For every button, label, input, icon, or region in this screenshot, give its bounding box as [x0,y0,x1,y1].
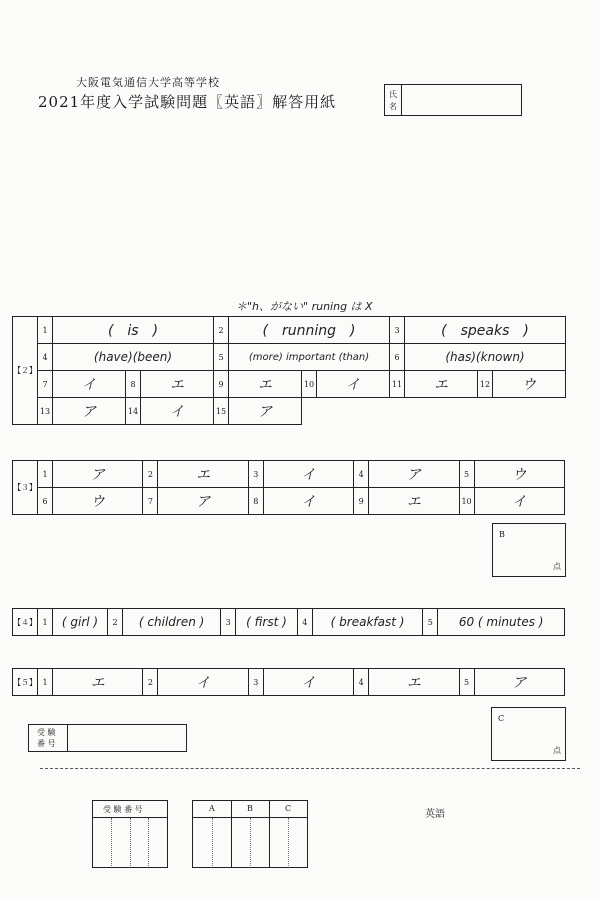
answer-cell[interactable]: ウ [53,488,143,515]
score-c-unit: 点 [553,746,561,755]
answer-cell[interactable]: エ [369,488,459,515]
section-3-table [12,460,565,515]
answer-cell[interactable]: ア [158,488,248,515]
q-number: 5 [459,461,474,488]
cut-line [40,768,580,769]
answer-cell[interactable]: エ [229,371,302,398]
score-box-c[interactable] [491,707,566,761]
answer-cell[interactable]: イ [141,398,214,425]
q-number: 1 [38,317,53,344]
exam-number-label-1: 受 験 [37,728,56,737]
answer-cell[interactable]: エ [141,371,214,398]
answer-cell[interactable]: イ [158,669,248,696]
exam-number-label-2: 番 号 [37,739,56,748]
name-label-1: 氏 [389,90,397,99]
q-number: 11 [390,371,405,398]
score-c-label: C [498,714,505,723]
footer-col-a: A [209,804,215,813]
page-title: 2021年度入学試験問題〖英語〗解答用紙 [38,93,337,111]
exam-number-field[interactable] [28,724,187,752]
q-number: 3 [221,609,236,636]
q-number: 9 [354,488,369,515]
answer-cell[interactable]: イ [474,488,564,515]
q-number: 2 [108,609,123,636]
section-4-label: 【４】 [13,609,38,636]
answer-cell[interactable]: イ [317,371,390,398]
q-number: 2 [214,317,229,344]
q-number: 5 [459,669,474,696]
q-number: 10 [459,488,474,515]
answer-cell[interactable]: ( girl ) [53,609,108,636]
answer-cell[interactable]: (have)(been) [53,344,214,371]
answer-cell[interactable]: ( speaks ) [405,317,566,344]
q-number: 6 [38,488,53,515]
score-b-unit: 点 [553,562,561,571]
answer-cell[interactable]: ( first ) [236,609,298,636]
answer-cell[interactable]: ア [53,461,143,488]
answer-cell[interactable]: ア [53,398,126,425]
name-field[interactable] [384,84,522,116]
section-5-table [12,668,565,696]
q-number: 1 [38,669,53,696]
q-number: 3 [248,669,263,696]
answer-cell[interactable]: ア [369,461,459,488]
q-number: 12 [478,371,493,398]
answer-cell[interactable]: (has)(known) [405,344,566,371]
answer-cell[interactable]: イ [263,669,353,696]
q-number: 7 [143,488,158,515]
answer-cell[interactable]: ( children ) [123,609,221,636]
empty-area [302,398,566,425]
q-number: 8 [248,488,263,515]
answer-cell[interactable]: ウ [474,461,564,488]
answer-cell[interactable]: (more) important (than) [229,344,390,371]
section-2-label: 【２】 [13,317,38,425]
q-number: 4 [38,344,53,371]
footer-col-c: C [285,804,292,813]
grader-note: ＊"h、がない" runing は X [236,300,373,313]
score-b-label: B [499,530,505,539]
answer-cell[interactable]: エ [158,461,248,488]
q-number: 3 [248,461,263,488]
q-number: 4 [354,461,369,488]
footer-exam-number [92,800,168,868]
q-number: 15 [214,398,229,425]
school-name: 大阪電気通信大学高等学校 [76,76,220,89]
answer-cell[interactable]: ア [474,669,564,696]
q-number: 10 [302,371,317,398]
q-number: 13 [38,398,53,425]
answer-cell[interactable]: エ [53,669,143,696]
answer-cell[interactable]: ( is ) [53,317,214,344]
q-number: 1 [38,461,53,488]
section-2-table [12,316,566,425]
footer-col-b: B [247,804,253,813]
answer-cell[interactable]: イ [53,371,126,398]
answer-cell[interactable]: エ [405,371,478,398]
score-box-b[interactable] [492,523,566,577]
q-number: 8 [126,371,141,398]
footer-exam-number-label: 受 験 番 号 [103,805,143,814]
q-number: 5 [423,609,438,636]
q-number: 6 [390,344,405,371]
footer-score-table [192,800,308,868]
q-number: 1 [38,609,53,636]
answer-cell[interactable]: イ [263,488,353,515]
answer-cell[interactable]: ( breakfast ) [312,609,423,636]
section-5-label: 【５】 [13,669,38,696]
q-number: 14 [126,398,141,425]
q-number: 7 [38,371,53,398]
q-number: 3 [390,317,405,344]
section-4-table [12,608,565,636]
q-number: 2 [143,461,158,488]
answer-cell[interactable]: 60 ( minutes ) [438,609,565,636]
answer-cell[interactable]: ( running ) [229,317,390,344]
q-number: 2 [143,669,158,696]
q-number: 9 [214,371,229,398]
answer-cell[interactable]: ウ [493,371,566,398]
footer-subject: 英語 [425,809,445,820]
answer-cell[interactable]: エ [369,669,459,696]
section-3-label: 【３】 [13,461,38,515]
q-number: 5 [214,344,229,371]
q-number: 4 [297,609,312,636]
answer-cell[interactable]: ア [229,398,302,425]
name-label-2: 名 [389,102,397,111]
answer-cell[interactable]: イ [263,461,353,488]
q-number: 4 [354,669,369,696]
